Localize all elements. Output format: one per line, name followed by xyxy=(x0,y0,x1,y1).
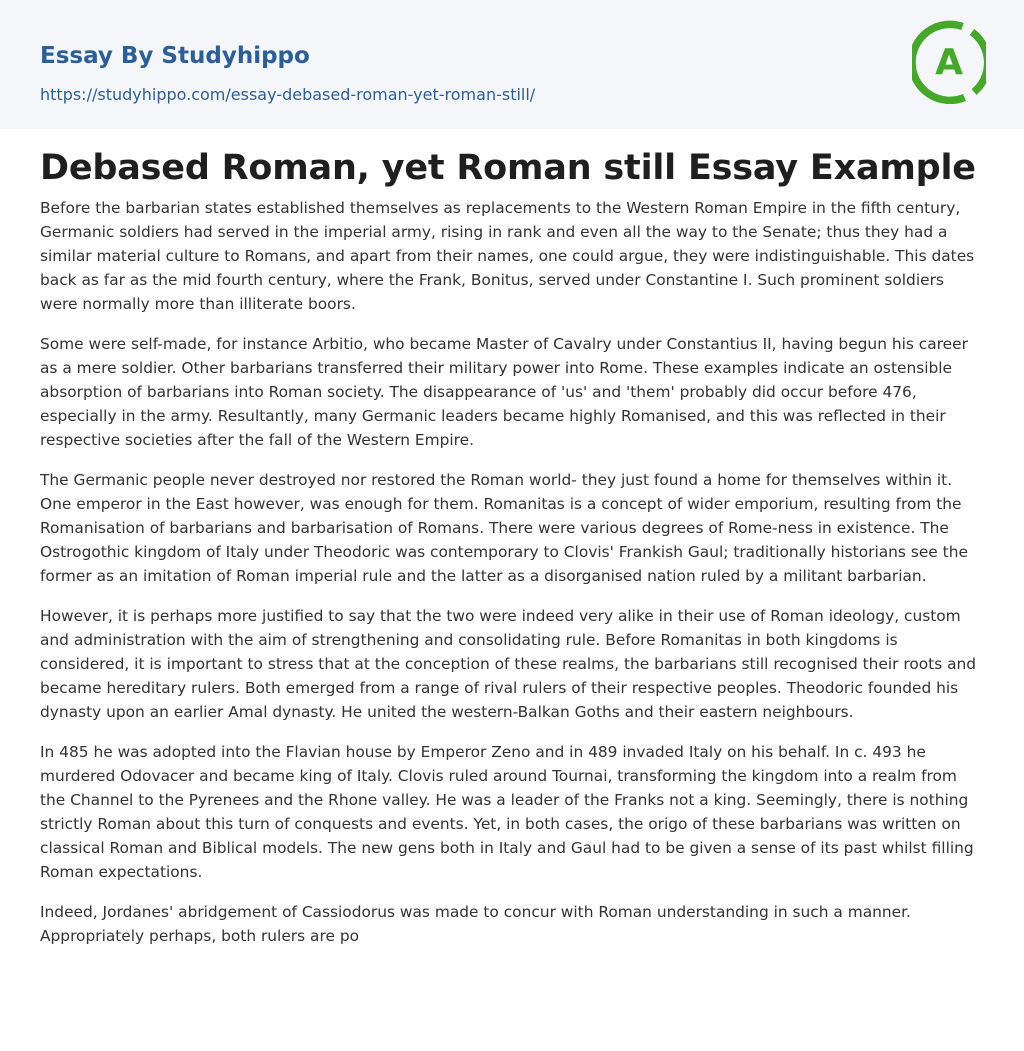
article-paragraph: The Germanic people never destroyed nor restored the Roman world- they just found a home for themselves within it. One emperor in the East however, was enough for them. Romanitas is a concept of wider emporium, resulting from the Romanisation of barbarians and barbarisation of Romans. There were various degrees of Rome-ness in existence. The Ostrogothic kingdom of Italy under Theodoric was contemporary to Clovis' Frankish Gaul; traditionally historians see the former as an imitation of Roman imperial rule and the latter as a disorganised nation ruled by a militant barbarian. xyxy=(40,471,968,585)
studyhippo-logo[interactable] xyxy=(912,20,986,104)
article xyxy=(40,146,984,964)
site-header xyxy=(0,0,1024,129)
page-title: Debased Roman, yet Roman still Essay Example xyxy=(40,148,976,188)
page-url-link[interactable]: https://studyhippo.com/essay-debased-roman-yet-roman-still/ xyxy=(40,85,536,104)
site-brand[interactable]: Essay By Studyhippo xyxy=(40,43,310,69)
article-paragraph: Before the barbarian states established themselves as replacements to the Western Roman Empire in the fifth century, Germanic soldiers had served in the imperial army, rising in rank and even all the way to the Senate; thus they had a similar material culture to Romans, and apart from their names, one could argue, they were indistinguishable. This dates back as far as the mid fourth century, where the Frank, Bonitus, served under Constantine I. Such prominent soldiers were normally more than illiterate boors. xyxy=(40,199,975,313)
article-paragraph: Indeed, Jordanes' abridgement of Cassiodorus was made to concur with Roman understanding in such a manner. Appropriately perhaps, both rulers are po xyxy=(40,903,911,945)
article-paragraph: In 485 he was adopted into the Flavian house by Emperor Zeno and in 489 invaded Italy on his behalf. In c. 493 he murdered Odovacer and became king of Italy. Clovis ruled around Tournai, transforming the kingdom into a realm from the Channel to the Pyrenees and the Rhone valley. He was a leader of the Franks not a king. Seemingly, there is nothing strictly Roman about this turn of conquests and events. Yet, in both cases, the origo of these barbarians was written on classical Roman and Biblical models. The new gens both in Italy and Gaul had to be given a sense of its past whilst filling Roman expectations. xyxy=(40,743,974,881)
article-paragraph: Some were self-made, for instance Arbitio, who became Master of Cavalry under Constantius II, having begun his career as a mere soldier. Other barbarians transferred their military power into Rome. These examples indicate an ostensible absorption of barbarians into Roman society. The disappearance of 'us' and 'them' probably did occur before 476, especially in the army. Resultantly, many Germanic leaders became highly Romanised, and this was reflected in their respective societies after the fall of the Western Empire. xyxy=(40,335,968,449)
article-paragraph: However, it is perhaps more justified to say that the two were indeed very alike in their use of Roman ideology, custom and administration with the aim of strengthening and consolidating rule. Before Romanitas in both kingdoms is considered, it is important to stress that at the conception of these realms, the barbarians still recognised their roots and became hereditary rulers. Both emerged from a range of rival rulers of their respective peoples. Theodoric founded his dynasty upon an earlier Amal dynasty. He united the western-Balkan Goths and their eastern neighbours. xyxy=(40,607,977,721)
logo-letter: A xyxy=(935,41,963,83)
